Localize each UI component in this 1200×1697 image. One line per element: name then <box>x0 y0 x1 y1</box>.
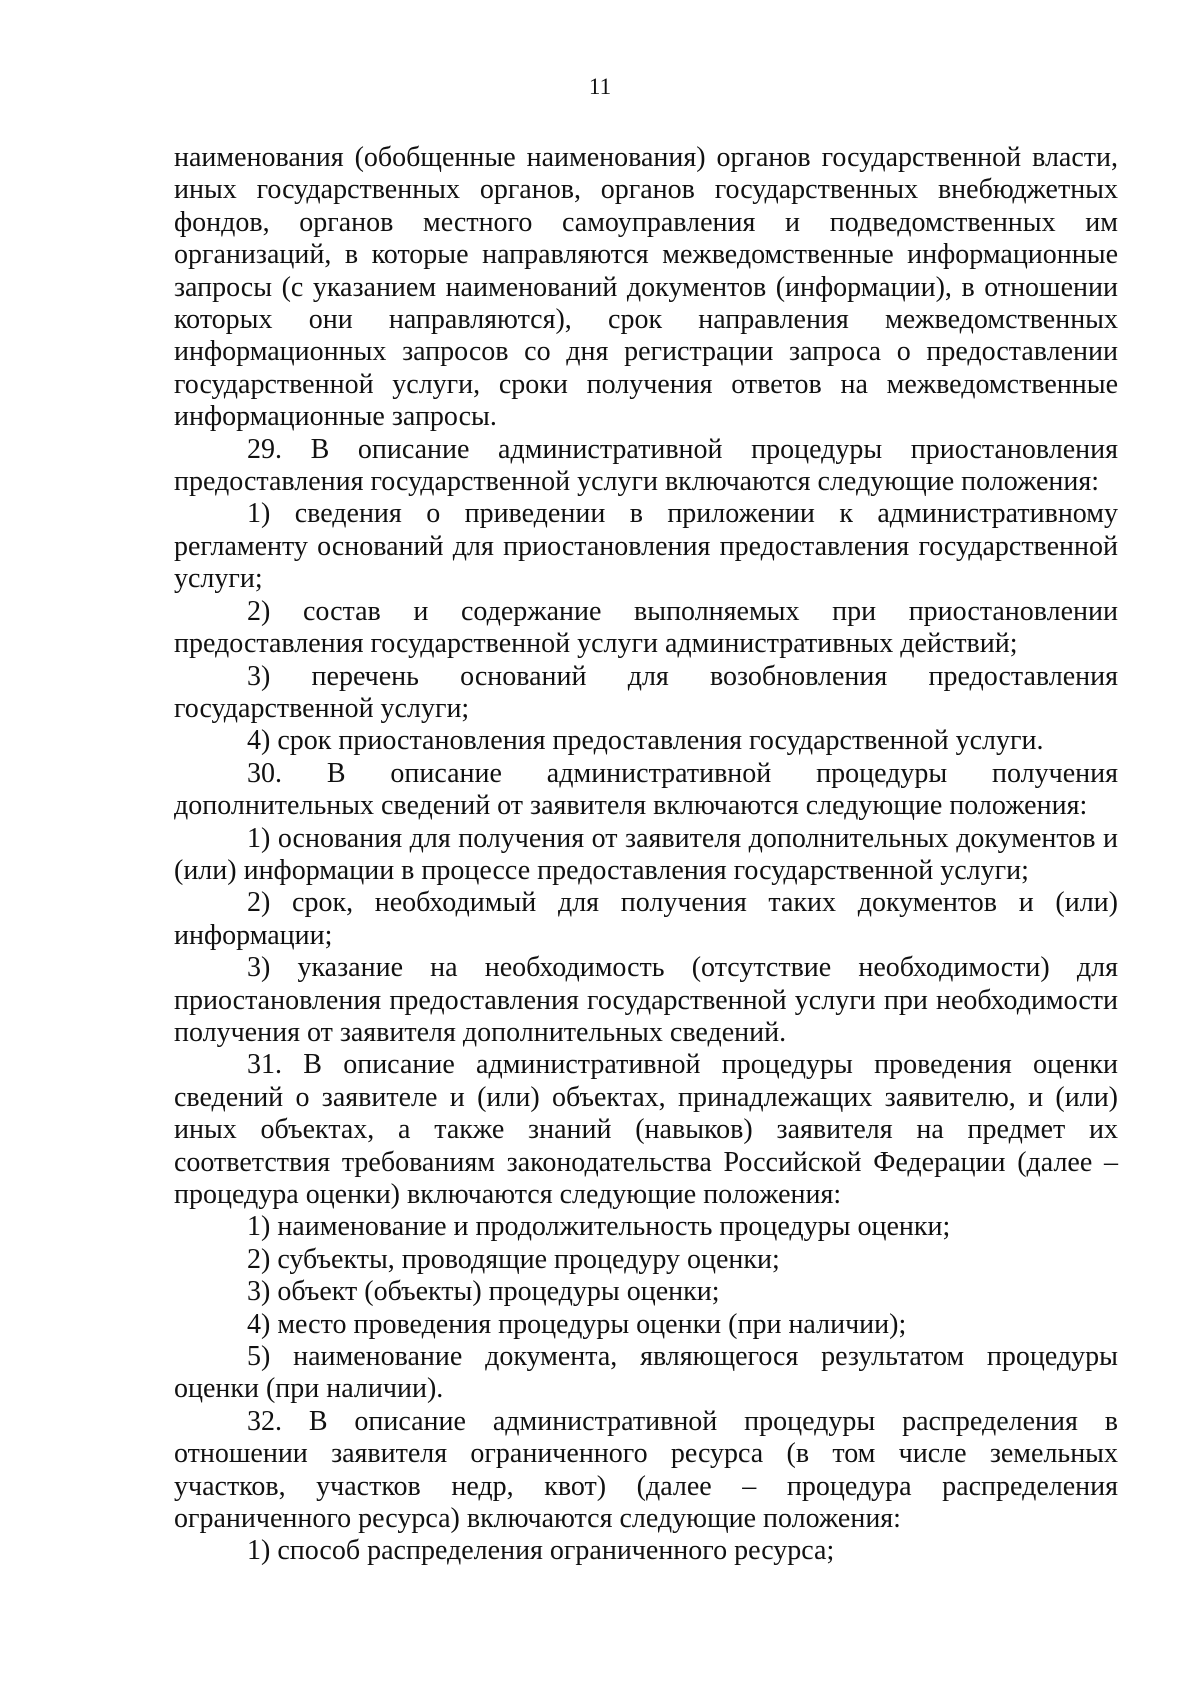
list-item: 3) объект (объекты) процедуры оценки; <box>247 1276 720 1308</box>
list-item: 1) способ распределения ограниченного ресурса; <box>247 1535 835 1567</box>
paragraph-item-31: 31. В описание административной процедуры проведения оценки сведений о заявителе и (или) объектах, принадлежащих заявителю, и (или) иных объектах, а также знаний (навыков) заявителя на предмет их соответствия требованиям законодательства Российской Федерации (далее – процедура оценки) включаются следующие положения: <box>174 1049 1118 1210</box>
list-item: 2) срок, необходимый для получения таких документов и (или) информации; <box>174 887 1118 951</box>
document-body <box>174 142 1118 1568</box>
list-item: 2) субъекты, проводящие процедуру оценки; <box>247 1243 780 1275</box>
paragraph: наименования (обобщенные наименования) органов государственной власти, иных государственных органов, органов государственных внебюджетных фондов, органов местного самоуправления и подведомственных им организаций, в которые направляются межведомственные информационные запросы (с указанием наименований документов (информации), в отношении которых они направляются), срок направления межведомственных информационных запросов со дня регистрации запроса о предоставлении государственной услуги, сроки получения ответов на межведомственные информационные запросы. <box>174 142 1118 433</box>
list-item: 4) место проведения процедуры оценки (при наличии); <box>247 1308 907 1340</box>
paragraph-item-30: 30. В описание административной процедуры получения дополнительных сведений от заявителя включаются следующие положения: <box>174 757 1118 822</box>
list-item: 1) сведения о приведении в приложении к административному регламенту оснований для приостановления предоставления государственной услуги; <box>174 498 1118 595</box>
list-item: 3) перечень оснований для возобновления предоставления государственной услуги; <box>174 660 1118 724</box>
list-item: 2) состав и содержание выполняемых при приостановлении предоставления государственной услуги административных действий; <box>174 595 1118 660</box>
list-item: 5) наименование документа, являющегося результатом процедуры оценки (при наличии). <box>174 1341 1118 1405</box>
list-item: 3) указание на необходимость (отсутствие необходимости) для приостановления предоставления государственной услуги при необходимости получения от заявителя дополнительных сведений. <box>174 952 1118 1048</box>
list-item: 4) срок приостановления предоставления государственной услуги. <box>247 725 1044 757</box>
list-item: 1) наименование и продолжительность процедуры оценки; <box>247 1211 951 1243</box>
page-number: 11 <box>588 74 612 99</box>
list-item: 1) основания для получения от заявителя дополнительных документов и (или) информации в процессе предоставления государственной услуги; <box>174 822 1118 886</box>
paragraph-item-29: 29. В описание административной процедуры приостановления предоставления государственной услуги включаются следующие положения: <box>174 433 1118 498</box>
paragraph-item-32: 32. В описание административной процедуры распределения в отношении заявителя ограниченного ресурса (в том числе земельных участков, участков недр, квот) (далее – процедура распределения ограниченного ресурса) включаются следующие положения: <box>174 1405 1118 1535</box>
